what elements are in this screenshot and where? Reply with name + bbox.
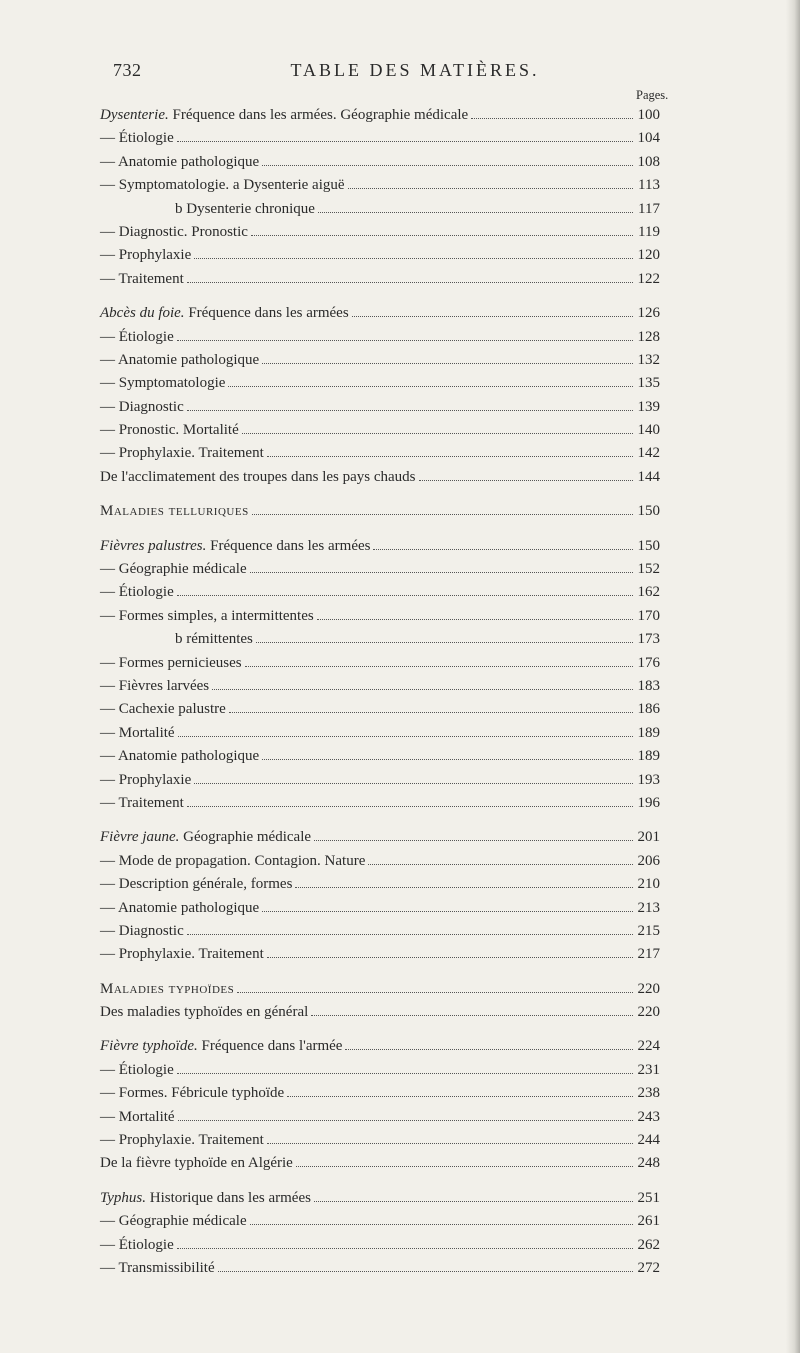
toc-entry-text: Étiologie — [118, 1236, 174, 1253]
leader-dots — [212, 679, 633, 690]
toc-entry-page: 183 — [637, 677, 660, 694]
toc-entry-lead: — — [100, 794, 119, 811]
toc-entry-text: b Dysenterie chronique — [175, 200, 315, 217]
toc-entry-text: Diagnostic. Pronostic — [118, 223, 248, 240]
toc-entry-lead: — — [100, 351, 118, 368]
toc-entry-text: Pronostic. Mortalité — [118, 422, 239, 439]
toc-entry — [100, 1004, 660, 1027]
toc-entry-text: Fréquence dans l'armée — [197, 1038, 343, 1055]
leader-dots — [187, 924, 633, 935]
toc-entry-text: Fièvres larvées — [118, 677, 210, 694]
toc-entry-label — [100, 946, 264, 963]
toc-entry-label — [100, 1085, 284, 1102]
toc-entry-text: Étiologie — [118, 1061, 174, 1078]
leader-dots — [228, 376, 633, 387]
toc-entry-lead: Fièvre typhoïde. — [100, 1038, 198, 1055]
toc-entry-text: Historique dans les armées — [145, 1189, 311, 1206]
leader-dots — [194, 773, 633, 784]
toc-entry-page: 244 — [637, 1132, 660, 1149]
toc-entry-label — [100, 655, 242, 672]
leader-dots — [229, 702, 633, 713]
toc-entry — [100, 725, 660, 748]
toc-entry-text: Prophylaxie. Traitement — [118, 1132, 264, 1149]
pages-column-label: Pages. — [636, 88, 669, 102]
toc-entry-lead: Abcès du foie. — [100, 305, 185, 322]
toc-entry-lead: Fièvres palustres. — [100, 537, 207, 554]
leader-dots — [177, 1238, 633, 1249]
leader-dots — [177, 585, 633, 596]
toc-entry-text: Anatomie pathologique — [117, 153, 260, 170]
toc-entry-label — [100, 399, 184, 416]
toc-entry-page: 213 — [637, 899, 660, 916]
toc-entry — [100, 829, 660, 852]
section-gap — [100, 527, 660, 538]
toc-entry-lead: — — [100, 561, 119, 578]
toc-entry-page: 272 — [637, 1259, 660, 1276]
leader-dots — [267, 1133, 633, 1144]
toc-entry-text: Diagnostic — [118, 922, 184, 939]
toc-entry-page: 140 — [637, 422, 660, 439]
toc-entry-text: Anatomie pathologique — [117, 351, 260, 368]
toc-entry-lead: — — [100, 1061, 119, 1078]
leader-dots — [352, 306, 633, 317]
toc-entry-lead: — — [100, 654, 119, 671]
toc-entry-page: 261 — [637, 1213, 660, 1230]
toc-entry-page: 108 — [637, 153, 660, 170]
leader-dots — [256, 632, 633, 643]
toc-entry-text: Traitement — [118, 270, 184, 287]
leader-dots — [318, 202, 633, 213]
toc-entry-label — [100, 503, 249, 520]
toc-entry-text: Prophylaxie. Traitement — [118, 946, 264, 963]
toc-entry-lead: — — [100, 584, 119, 601]
toc-entry-lead: — — [100, 1085, 119, 1102]
toc-entry — [100, 631, 660, 654]
toc-entry-text: Mode de propagation. Contagion. Nature — [118, 852, 366, 869]
leader-dots — [262, 901, 633, 912]
section-gap — [100, 294, 660, 305]
toc-entry-page: 128 — [637, 328, 660, 345]
toc-entry-lead: — — [100, 876, 119, 893]
page-edge-shadow — [786, 0, 800, 1353]
toc-entry-page: 139 — [637, 398, 660, 415]
toc-entry-page: 144 — [637, 468, 660, 485]
toc-entry-label — [100, 829, 311, 846]
toc-entry — [100, 748, 660, 771]
leader-dots — [177, 330, 633, 341]
toc-entry-label — [100, 538, 370, 555]
toc-entry-label — [100, 422, 239, 439]
toc-entry-page: 176 — [637, 654, 660, 671]
toc-entry-lead: — — [100, 1236, 119, 1253]
toc-entry-lead: — — [100, 1259, 119, 1276]
toc-entry-text: Géographie médicale — [118, 561, 247, 578]
toc-section — [100, 981, 660, 1028]
toc-entry-page: 122 — [637, 270, 660, 287]
toc-entry-label — [100, 1155, 293, 1172]
leader-dots — [348, 178, 633, 189]
toc-entry-text: Fréquence dans les armées — [184, 305, 349, 322]
toc-entry-label — [100, 177, 345, 194]
toc-entry-page: 150 — [637, 537, 660, 554]
toc-section — [100, 1038, 660, 1178]
toc-entry-label — [100, 772, 191, 789]
toc-entry-label — [100, 876, 292, 893]
toc-entry-page: 104 — [637, 130, 660, 147]
toc-entry-label — [100, 701, 226, 718]
toc-entry-label — [100, 725, 175, 742]
toc-entry-page: 243 — [637, 1108, 660, 1125]
leader-dots — [187, 272, 633, 283]
toc-entry — [100, 561, 660, 584]
toc-entry-page: 113 — [638, 177, 660, 194]
leader-dots — [345, 1039, 633, 1050]
toc-entry-label — [100, 748, 259, 765]
leader-dots — [237, 982, 633, 993]
toc-entry-lead: — — [100, 701, 119, 718]
toc-entry — [100, 923, 660, 946]
toc-entry-text: Transmissibilité — [118, 1259, 215, 1276]
toc-entry-lead: Maladies telluriques — [100, 503, 249, 520]
leader-dots — [296, 1156, 633, 1167]
toc-entry-lead: — — [100, 270, 119, 287]
toc-entry-text: Géographie médicale — [179, 829, 312, 846]
toc-entry-page: 173 — [637, 631, 660, 648]
toc-entry-text: De l'acclimatement des troupes dans les pays chauds — [100, 468, 416, 485]
leader-dots — [471, 108, 633, 119]
toc-entry-text: Prophylaxie — [118, 247, 192, 264]
toc-entry — [100, 107, 660, 130]
section-gap — [100, 818, 660, 829]
leader-dots — [262, 353, 633, 364]
toc-entry-text: Formes pernicieuses — [118, 654, 242, 671]
leader-dots — [252, 504, 633, 515]
toc-entry — [100, 469, 660, 492]
toc-entry-page: 100 — [637, 107, 660, 123]
toc-entry — [100, 201, 660, 224]
toc-entry-label — [100, 1038, 342, 1055]
toc-entry — [100, 271, 660, 294]
toc-entry-text: De la fièvre typhoïde en Algérie — [100, 1155, 293, 1172]
toc-entry-label — [100, 900, 259, 917]
toc-entry — [100, 305, 660, 328]
toc-entry-text: Fréquence dans les armées. Géographie médicale — [168, 107, 469, 123]
toc-entry-text: Mortalité — [118, 1108, 175, 1125]
toc-entry-text: Mortalité — [118, 724, 175, 741]
toc-entry-lead: — — [100, 1132, 119, 1149]
toc-entry-lead: — — [100, 771, 119, 788]
leader-dots — [373, 539, 633, 550]
toc-entry — [100, 678, 660, 701]
toc-entry — [100, 352, 660, 375]
toc-entry-lead: — — [100, 748, 118, 765]
toc-entry-label — [100, 795, 184, 812]
toc-entry-lead: — — [100, 922, 119, 939]
toc-entry-label — [100, 352, 259, 369]
toc-entry-page: 206 — [637, 852, 660, 869]
toc-entry-label — [100, 1004, 308, 1021]
toc-entry — [100, 772, 660, 795]
toc-entry-label — [100, 154, 259, 171]
section-gap — [100, 1027, 660, 1038]
toc-section — [100, 538, 660, 819]
toc-entry — [100, 701, 660, 724]
toc-entry-text: Symptomatologie — [118, 375, 226, 392]
toc-entry-text: Formes. Fébricule typhoïde — [118, 1085, 285, 1102]
toc-entry-page: 224 — [637, 1038, 660, 1055]
toc-entry-lead: — — [100, 946, 119, 963]
toc-entry-text: Description générale, formes — [118, 876, 293, 893]
toc-entry-page: 162 — [637, 584, 660, 601]
section-gap — [100, 1179, 660, 1190]
toc-entry-lead: Dysenterie. — [100, 107, 169, 123]
toc-entry — [100, 422, 660, 445]
toc-entry-text: Formes simples, a intermittentes — [118, 607, 314, 624]
section-gap — [100, 492, 660, 503]
toc-section — [100, 107, 660, 294]
leader-dots — [295, 877, 633, 888]
leader-dots — [368, 854, 633, 865]
toc-entry-text: Fréquence dans les armées — [206, 537, 371, 554]
toc-entry-label — [100, 271, 184, 288]
toc-entry-lead: — — [100, 153, 118, 170]
toc-entry-page: 186 — [637, 701, 660, 718]
toc-entry-page: 210 — [637, 876, 660, 893]
toc-entry-label — [100, 1237, 174, 1254]
toc-entry — [100, 795, 660, 818]
toc-entry-label — [100, 1062, 174, 1079]
toc-entry-page: 126 — [637, 305, 660, 322]
toc-entry-text: Symptomatologie. a Dysenterie aiguë — [118, 177, 345, 194]
toc-entry-page: 196 — [637, 794, 660, 811]
leader-dots — [267, 947, 633, 958]
leader-dots — [419, 470, 633, 481]
toc-entry-label — [100, 923, 184, 940]
toc-entry-lead: — — [100, 130, 119, 147]
toc-entry-lead: — — [100, 223, 119, 240]
toc-section — [100, 1190, 660, 1284]
toc-entry-text: Prophylaxie. Traitement — [118, 445, 264, 462]
toc-entry-lead: — — [100, 1213, 119, 1230]
toc-entry-text: b rémittentes — [175, 631, 253, 648]
toc-entry-page: 238 — [637, 1085, 660, 1102]
toc-entry-page: 248 — [637, 1155, 660, 1172]
toc-entry — [100, 177, 660, 200]
leader-dots — [262, 749, 633, 760]
toc-entry — [100, 1190, 660, 1213]
toc-entry-text: Anatomie pathologique — [117, 899, 260, 916]
leader-dots — [250, 1214, 633, 1225]
toc-entry-text: Cachexie palustre — [118, 701, 226, 718]
toc-entry-page: 120 — [637, 247, 660, 264]
toc-entry-label — [100, 130, 174, 147]
toc-entry-label — [100, 247, 191, 264]
leader-dots — [314, 1191, 633, 1202]
leader-dots — [314, 830, 633, 841]
toc-entry-page: 251 — [637, 1189, 660, 1206]
toc-entry-text: Étiologie — [118, 130, 174, 147]
toc-entry-lead: — — [100, 1108, 119, 1125]
toc-entry-lead: — — [100, 422, 119, 439]
toc-entry-page: 117 — [638, 200, 660, 217]
toc-section — [100, 503, 660, 526]
leader-dots — [187, 400, 633, 411]
toc-entry — [100, 1260, 660, 1283]
toc-entry-label — [100, 853, 365, 870]
toc-entry — [100, 608, 660, 631]
toc-entry-lead: — — [100, 247, 119, 264]
toc-entry-lead: — — [100, 398, 119, 415]
toc-entry-label — [100, 678, 209, 695]
toc-entry — [100, 1062, 660, 1085]
toc-entry — [100, 655, 660, 678]
toc-entry-label — [100, 469, 416, 486]
toc-entry-page: 152 — [637, 561, 660, 578]
leader-dots — [317, 609, 633, 620]
toc-entry-page: 132 — [637, 351, 660, 368]
toc-section — [100, 829, 660, 969]
toc-entry — [100, 1085, 660, 1108]
toc-entry — [100, 1038, 660, 1061]
toc-entry — [100, 375, 660, 398]
toc-entry — [100, 1237, 660, 1260]
toc-entry-page: 193 — [637, 771, 660, 788]
toc-entry — [100, 584, 660, 607]
toc-entry-label — [100, 981, 234, 998]
toc-entry-label — [100, 631, 253, 648]
toc-entry-text: Prophylaxie — [118, 771, 192, 788]
leader-dots — [262, 155, 633, 166]
leader-dots — [242, 423, 633, 434]
toc-entry-label — [100, 329, 174, 346]
leader-dots — [245, 656, 633, 667]
toc-entry-text: Étiologie — [118, 584, 174, 601]
toc-entry-page: 135 — [637, 375, 660, 392]
toc-entry-lead: — — [100, 607, 119, 624]
toc-entry-label — [100, 584, 174, 601]
toc-entry-text: Anatomie pathologique — [117, 748, 260, 765]
toc-entry — [100, 900, 660, 923]
leader-dots — [311, 1005, 633, 1016]
toc-entry-page: 220 — [637, 1004, 660, 1021]
table-of-contents — [100, 107, 660, 1283]
leader-dots — [178, 726, 633, 737]
toc-entry-page: 119 — [638, 223, 660, 240]
toc-entry-page: 201 — [637, 829, 660, 846]
toc-entry — [100, 981, 660, 1004]
toc-entry — [100, 154, 660, 177]
toc-entry-label — [100, 608, 314, 625]
toc-entry-lead: Maladies typhoïdes — [100, 980, 235, 997]
leader-dots — [177, 131, 633, 142]
toc-entry-lead: — — [100, 677, 119, 694]
toc-entry-label — [100, 1132, 264, 1149]
leader-dots — [250, 562, 633, 573]
toc-entry-page: 189 — [637, 748, 660, 765]
toc-entry-page: 262 — [637, 1236, 660, 1253]
toc-section — [100, 305, 660, 492]
toc-entry — [100, 130, 660, 153]
leader-dots — [177, 1063, 633, 1074]
toc-entry-label — [100, 375, 225, 392]
toc-entry-label — [100, 445, 264, 462]
toc-entry-page: 215 — [637, 922, 660, 939]
toc-entry — [100, 329, 660, 352]
section-gap — [100, 970, 660, 981]
toc-entry-lead: — — [100, 177, 119, 194]
toc-entry-label — [100, 1109, 175, 1126]
toc-entry-lead: — — [100, 328, 119, 345]
toc-entry-lead: — — [100, 852, 119, 869]
toc-entry-label — [100, 107, 468, 124]
toc-entry-lead: Typhus. — [100, 1189, 146, 1206]
leader-dots — [287, 1086, 633, 1097]
toc-entry-text: Étiologie — [118, 328, 174, 345]
toc-entry — [100, 399, 660, 422]
toc-entry — [100, 1109, 660, 1132]
toc-entry-page: 220 — [637, 980, 660, 997]
toc-entry — [100, 224, 660, 247]
toc-entry-lead: — — [100, 445, 119, 462]
toc-entry-page: 142 — [637, 445, 660, 462]
toc-entry-label — [100, 1213, 247, 1230]
toc-entry-lead: — — [100, 375, 119, 392]
toc-entry-page: 189 — [637, 724, 660, 741]
page-number: 732 — [113, 60, 142, 80]
leader-dots — [178, 1110, 633, 1121]
toc-entry — [100, 1213, 660, 1236]
leader-dots — [187, 796, 633, 807]
toc-entry-page: 150 — [637, 503, 660, 520]
toc-entry-label — [100, 224, 248, 241]
toc-entry — [100, 538, 660, 561]
toc-entry — [100, 853, 660, 876]
toc-entry — [100, 1132, 660, 1155]
toc-entry-text: Géographie médicale — [118, 1213, 247, 1230]
toc-entry-page: 231 — [637, 1061, 660, 1078]
toc-entry-label — [100, 305, 349, 322]
toc-entry-lead: Fièvre jaune. — [100, 829, 180, 846]
leader-dots — [267, 446, 633, 457]
toc-entry-lead: — — [100, 724, 119, 741]
toc-entry-page: 217 — [637, 946, 660, 963]
page-header — [0, 60, 800, 84]
leader-dots — [194, 248, 633, 259]
toc-entry — [100, 503, 660, 526]
toc-entry-lead: — — [100, 899, 118, 916]
toc-entry — [100, 247, 660, 270]
leader-dots — [218, 1261, 633, 1272]
toc-entry — [100, 1155, 660, 1178]
leader-dots — [251, 225, 633, 236]
toc-entry-page: 170 — [637, 607, 660, 624]
toc-entry-text: Traitement — [118, 794, 184, 811]
toc-entry — [100, 876, 660, 899]
toc-entry — [100, 445, 660, 468]
toc-entry-text: Diagnostic — [118, 398, 184, 415]
toc-entry-label — [100, 1190, 311, 1207]
toc-entry-text: Des maladies typhoïdes en général — [100, 1004, 309, 1021]
toc-entry-label — [100, 201, 315, 218]
running-title: TABLE DES MATIÈRES. — [290, 60, 540, 80]
toc-entry-label — [100, 561, 247, 578]
toc-entry-label — [100, 1260, 215, 1277]
toc-entry — [100, 946, 660, 969]
